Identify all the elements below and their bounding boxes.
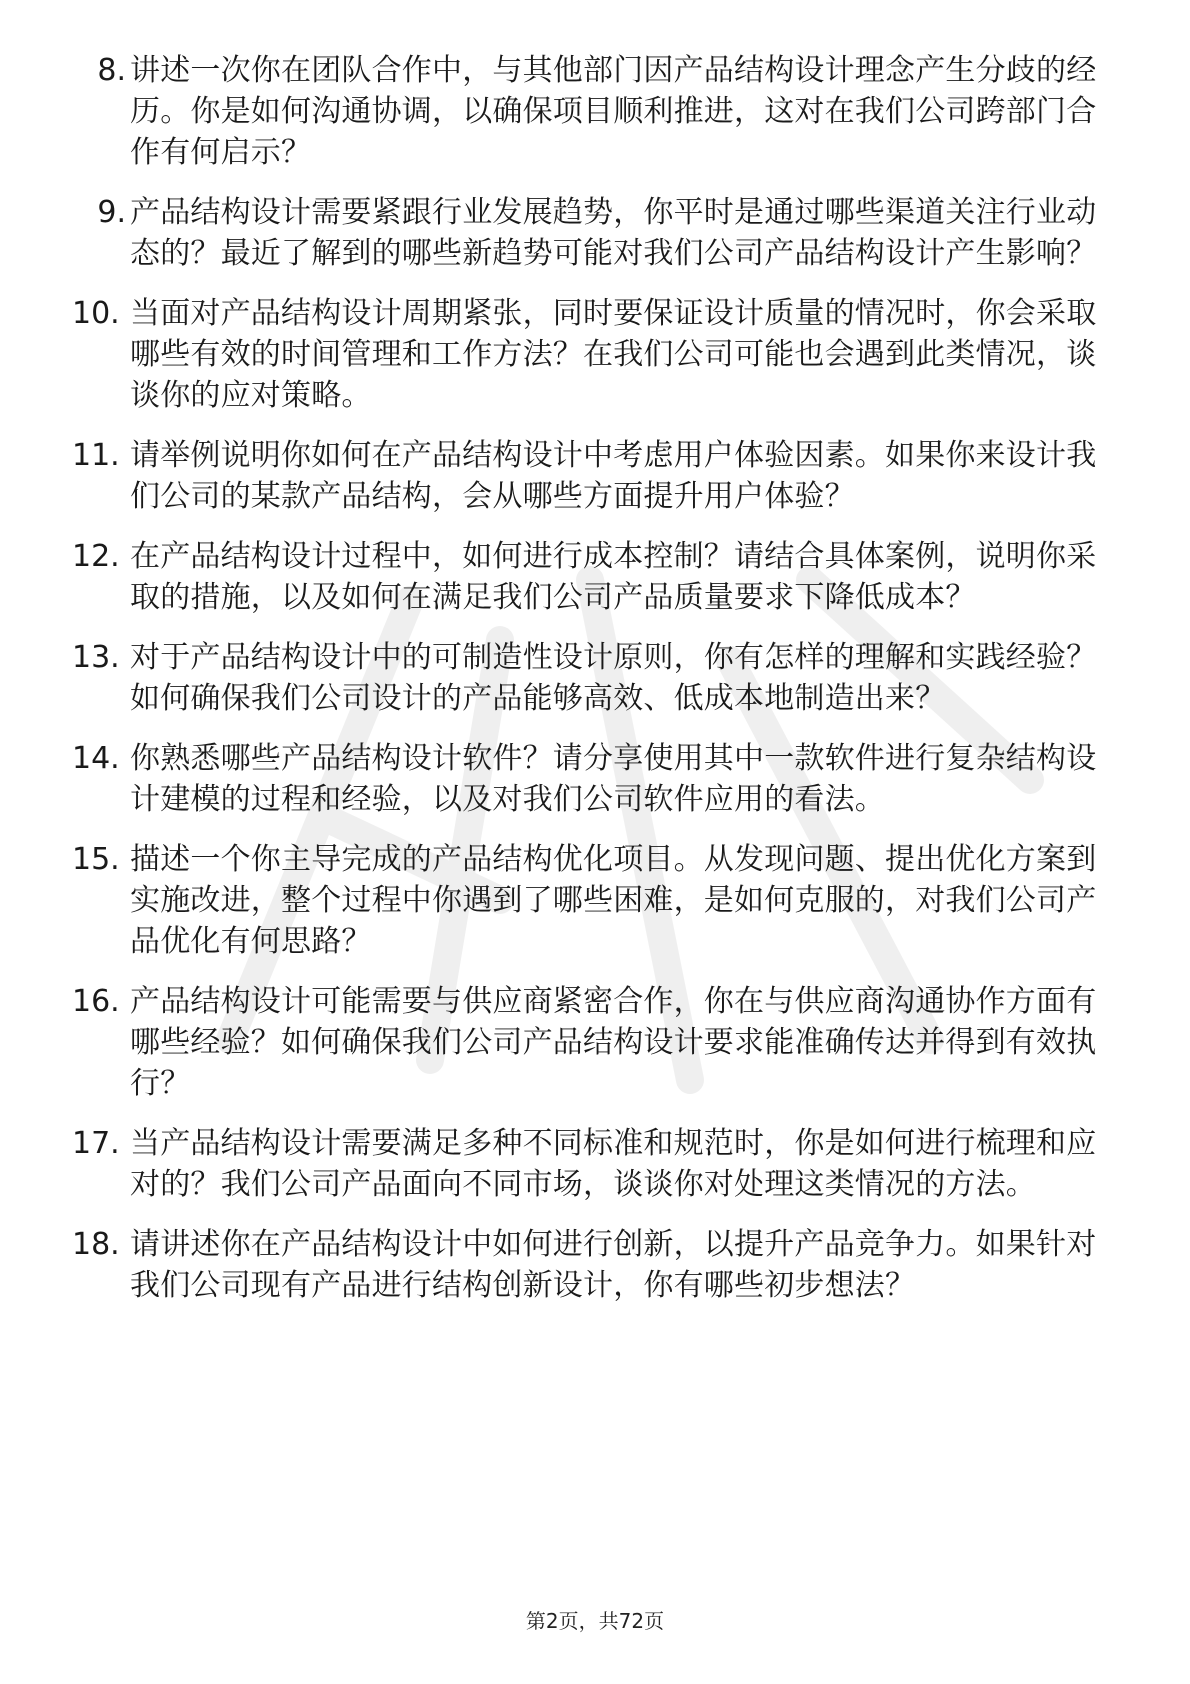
question-item	[72, 192, 1112, 274]
question-number: 8.	[97, 53, 126, 88]
question-text: 讲述一次你在团队合作中，与其他部门因产品结构设计理念产生分歧的经历。你是如何沟通协调，以确保项目顺利推进，这对在我们公司跨部门合作有何启示？	[130, 53, 1097, 170]
question-text: 请举例说明你如何在产品结构设计中考虑用户体验因素。如果你来设计我们公司的某款产品结构，会从哪些方面提升用户体验？	[130, 438, 1097, 514]
question-number: 16.	[72, 984, 120, 1019]
question-number: 11.	[72, 438, 120, 473]
question-number: 13.	[72, 640, 120, 675]
question-number: 15.	[72, 842, 120, 877]
question-item	[72, 50, 1112, 173]
question-text: 产品结构设计需要紧跟行业发展趋势，你平时是通过哪些渠道关注行业动态的？最近了解到的哪些新趋势可能对我们公司产品结构设计产生影响？	[130, 195, 1097, 271]
question-item	[72, 293, 1112, 416]
question-number: 10.	[72, 296, 120, 331]
question-item	[72, 839, 1112, 962]
question-item	[72, 637, 1112, 719]
question-item	[72, 981, 1112, 1104]
question-text: 在产品结构设计过程中，如何进行成本控制？请结合具体案例，说明你采取的措施，以及如何在满足我们公司产品质量要求下降低成本？	[130, 539, 1097, 615]
question-item	[72, 536, 1112, 618]
question-text: 你熟悉哪些产品结构设计软件？请分享使用其中一款软件进行复杂结构设计建模的过程和经验，以及对我们公司软件应用的看法。	[130, 741, 1097, 817]
question-text: 当产品结构设计需要满足多种不同标准和规范时，你是如何进行梳理和应对的？我们公司产品面向不同市场，谈谈你对处理这类情况的方法。	[130, 1126, 1097, 1202]
question-text: 产品结构设计可能需要与供应商紧密合作，你在与供应商沟通协作方面有哪些经验？如何确保我们公司产品结构设计要求能准确传达并得到有效执行？	[130, 984, 1097, 1101]
question-item	[72, 738, 1112, 820]
question-text: 请讲述你在产品结构设计中如何进行创新，以提升产品竞争力。如果针对我们公司现有产品进行结构创新设计，你有哪些初步想法？	[130, 1227, 1097, 1303]
page-footer	[0, 1607, 1190, 1635]
question-text: 当面对产品结构设计周期紧张，同时要保证设计质量的情况时，你会采取哪些有效的时间管理和工作方法？在我们公司可能也会遇到此类情况，谈谈你的应对策略。	[130, 296, 1097, 413]
question-list	[72, 50, 1112, 1325]
question-text: 对于产品结构设计中的可制造性设计原则，你有怎样的理解和实践经验？如何确保我们公司设计的产品能够高效、低成本地制造出来？	[130, 640, 1097, 716]
question-number: 17.	[72, 1126, 120, 1161]
question-text: 描述一个你主导完成的产品结构优化项目。从发现问题、提出优化方案到实施改进，整个过程中你遇到了哪些困难，是如何克服的，对我们公司产品优化有何思路？	[130, 842, 1097, 959]
question-item	[72, 1224, 1112, 1306]
question-number: 18.	[72, 1227, 120, 1262]
question-number: 14.	[72, 741, 120, 776]
question-item	[72, 1123, 1112, 1205]
page-number-label: 第2页，共72页	[525, 1609, 665, 1633]
question-number: 12.	[72, 539, 120, 574]
question-number: 9.	[97, 195, 126, 230]
question-item	[72, 435, 1112, 517]
